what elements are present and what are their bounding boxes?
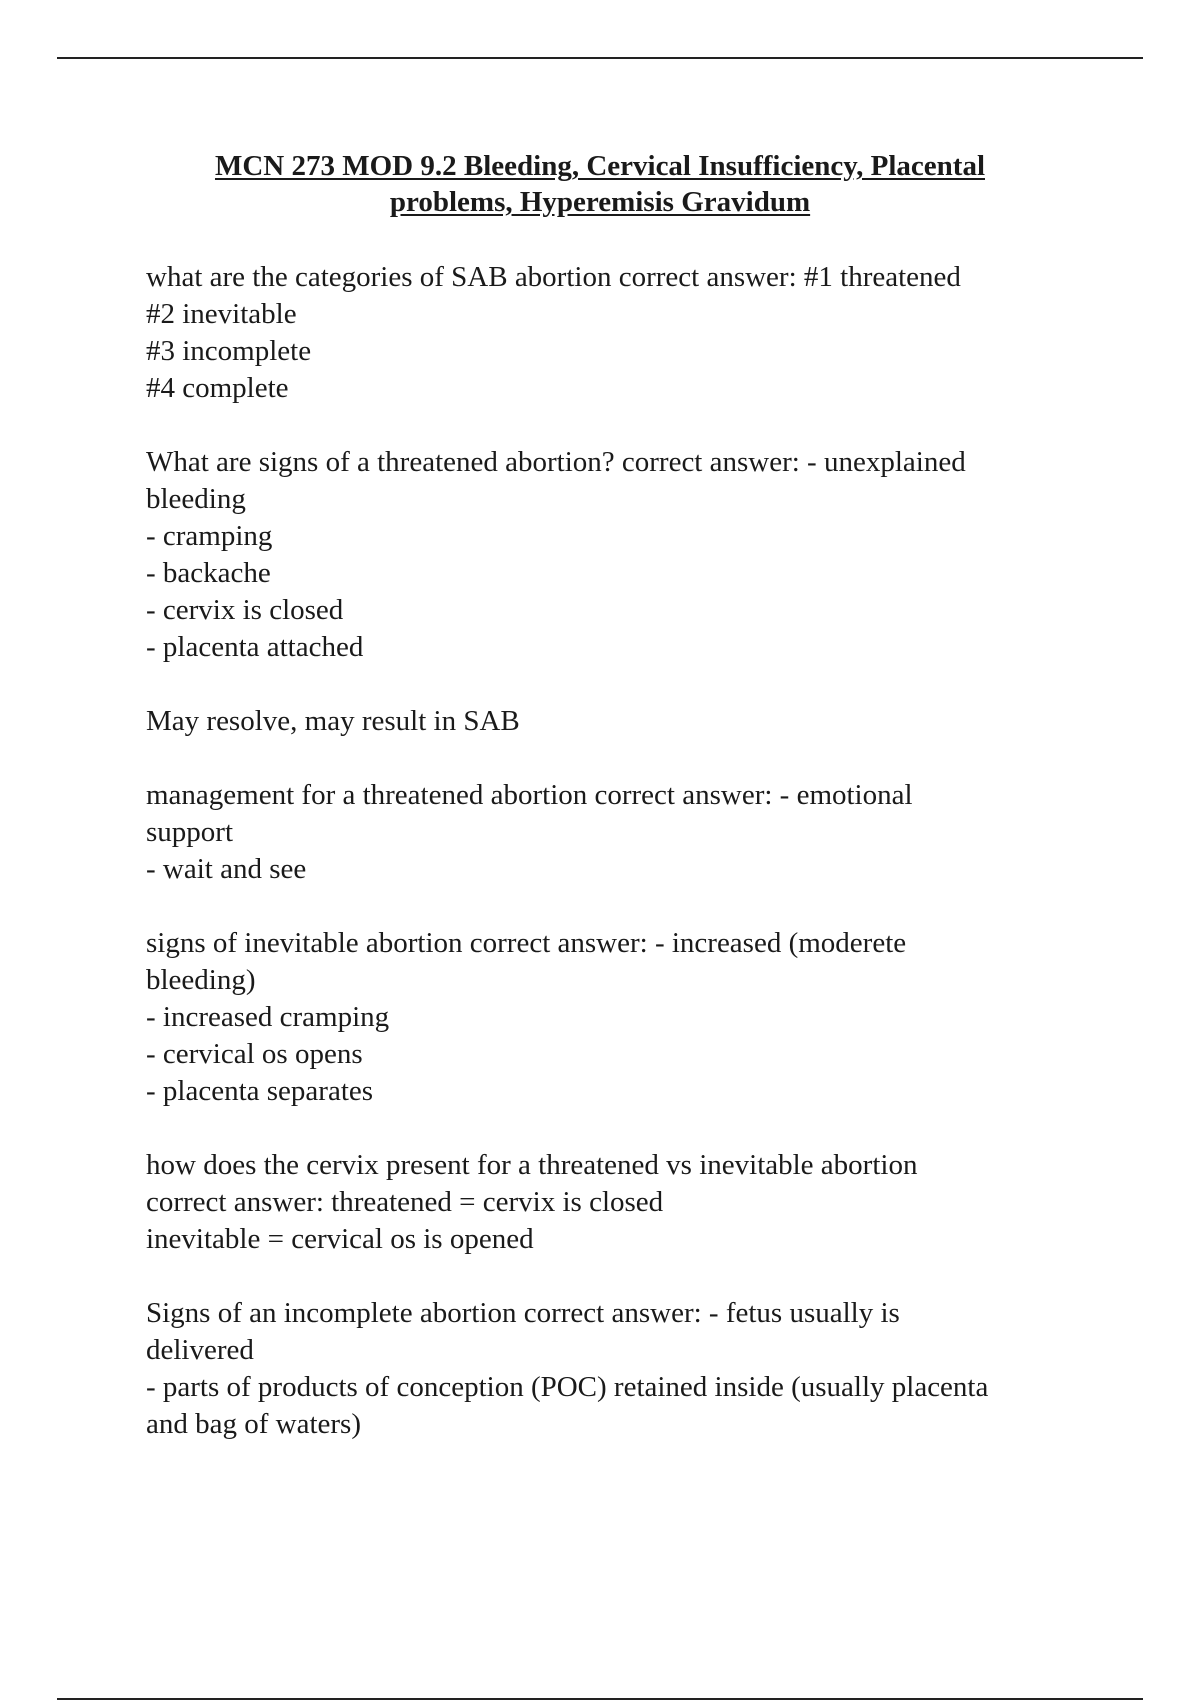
text-line: inevitable = cervical os is opened: [146, 1223, 534, 1255]
text-line: management for a threatened abortion correct answer: - emotional: [146, 779, 913, 811]
note-block: [146, 703, 1146, 740]
text-line: May resolve, may result in SAB: [146, 705, 520, 737]
qa-block-threatened-management: [146, 777, 1146, 888]
text-line: how does the cervix present for a threatened vs inevitable abortion: [146, 1149, 918, 1181]
text-line: signs of inevitable abortion correct answer: - increased (moderete: [146, 927, 907, 959]
text-line: what are the categories of SAB abortion correct answer: #1 threatened: [146, 261, 961, 293]
text-line: - backache: [146, 557, 271, 589]
text-line: - increased cramping: [146, 1001, 390, 1033]
document-title: [120, 148, 1080, 220]
text-line: bleeding): [146, 964, 256, 996]
document-body: [146, 259, 1146, 1480]
title-line-2: problems, Hyperemisis Gravidum: [389, 186, 811, 218]
text-line: bleeding: [146, 483, 246, 515]
qa-block-inevitable-signs: [146, 925, 1146, 1110]
text-line: correct answer: threatened = cervix is closed: [146, 1186, 664, 1218]
title-line-1: MCN 273 MOD 9.2 Bleeding, Cervical Insufficiency, Placental: [214, 150, 985, 182]
text-line: - placenta separates: [146, 1075, 374, 1107]
text-line: support: [146, 816, 233, 848]
text-line: - cramping: [146, 520, 273, 552]
text-line: #3 incomplete: [146, 335, 312, 367]
qa-block-cervix-presentation: [146, 1147, 1146, 1258]
qa-block-incomplete-signs: [146, 1295, 1146, 1443]
text-line: What are signs of a threatened abortion? correct answer: - unexplained: [146, 446, 966, 478]
qa-block-categories: [146, 259, 1146, 407]
text-line: - wait and see: [146, 853, 307, 885]
text-line: Signs of an incomplete abortion correct answer: - fetus usually is: [146, 1297, 900, 1329]
text-line: - cervix is closed: [146, 594, 344, 626]
text-line: and bag of waters): [146, 1408, 361, 1440]
text-line: #4 complete: [146, 372, 289, 404]
text-line: - cervical os opens: [146, 1038, 363, 1070]
text-line: delivered: [146, 1334, 254, 1366]
text-line: - parts of products of conception (POC) retained inside (usually placenta: [146, 1371, 989, 1403]
qa-block-threatened-signs: [146, 444, 1146, 666]
text-line: - placenta attached: [146, 631, 364, 663]
text-line: #2 inevitable: [146, 298, 297, 330]
top-divider: [57, 57, 1143, 59]
